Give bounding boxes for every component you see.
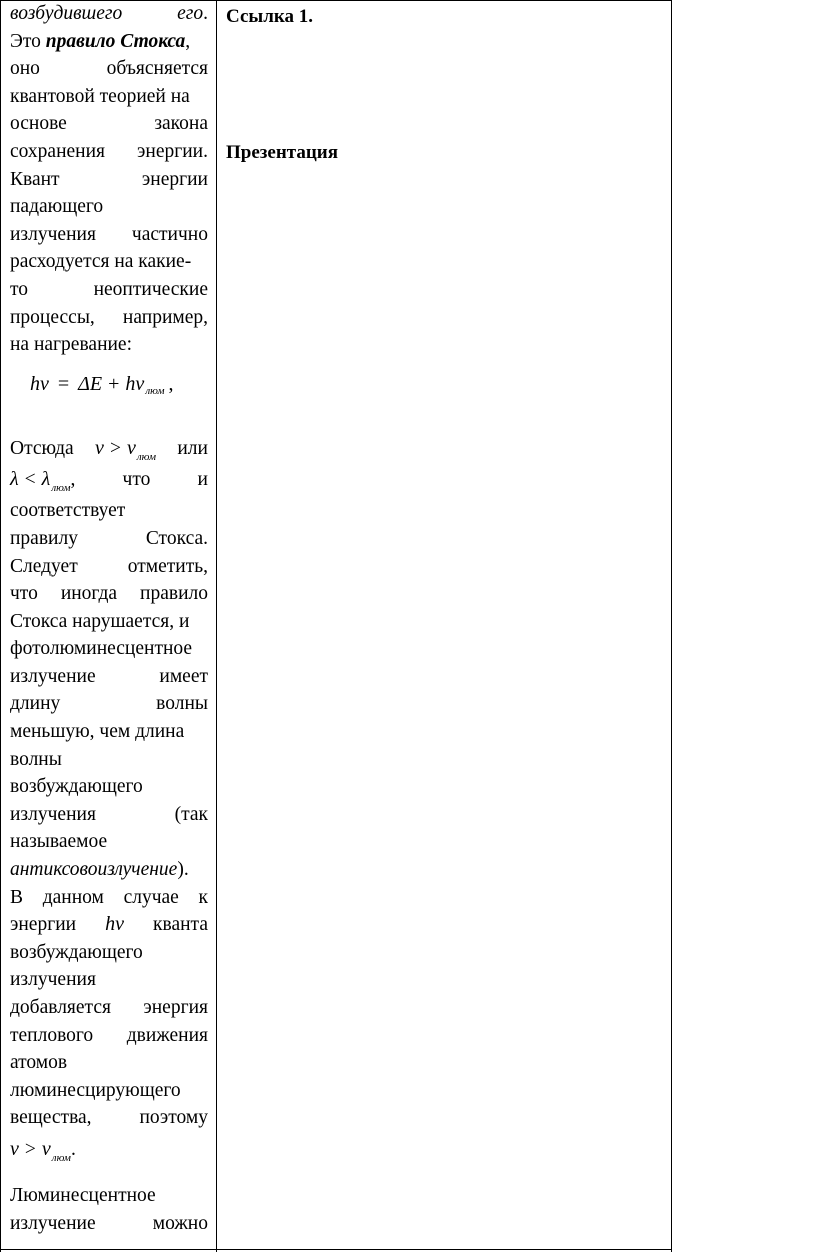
table-border-right — [671, 0, 672, 1252]
text-word: сохранения — [10, 140, 106, 162]
text-word: то — [10, 278, 29, 300]
table-divider — [216, 0, 217, 1252]
text-word: добавляется — [10, 997, 111, 1018]
text-line — [10, 690, 208, 718]
text-line — [10, 553, 208, 581]
text-line — [10, 580, 208, 608]
text-line: квантовой теорией на — [10, 85, 190, 107]
text-line: называемое — [10, 831, 108, 853]
formula-comma: , — [70, 469, 76, 491]
text-word: правило — [140, 583, 208, 605]
energy-formula — [10, 359, 208, 411]
text-word: возбудившего — [10, 3, 123, 24]
formula-lambda: λ — [10, 468, 19, 491]
inline-formula — [10, 462, 75, 497]
text-word: закона — [154, 113, 208, 135]
table-border-left — [0, 0, 1, 1252]
text-line: расходуется на какие- — [10, 251, 192, 273]
text-word: излучения — [10, 223, 96, 245]
inline-formula-hnu: hν — [105, 913, 125, 936]
text-word: или — [177, 437, 208, 459]
text-word: правилу — [10, 527, 78, 549]
text-line: на нагревание: — [10, 334, 133, 356]
text-line: меньшую, чем длина — [10, 721, 185, 743]
text-line: фотолюминесцентное — [10, 638, 193, 660]
text-punct: , — [185, 30, 191, 52]
formula-h: h — [125, 373, 136, 396]
text-word: например, — [122, 306, 208, 328]
text-line: Стокса нарушается, и — [10, 610, 190, 632]
formula-nu: ν — [41, 1137, 51, 1160]
formula-nu: ν — [10, 1137, 19, 1160]
text-word: Отсюда — [10, 437, 74, 459]
formula-period: . — [70, 1138, 76, 1160]
text-line — [10, 1132, 208, 1166]
text-line — [10, 994, 208, 1022]
text-word: отметить, — [127, 555, 208, 577]
formula-h: h — [30, 373, 40, 396]
text-word: иногда — [60, 583, 118, 605]
formula-nu: ν — [126, 436, 136, 459]
text-word: энергия — [143, 997, 208, 1018]
text-word: волны — [156, 693, 208, 715]
formula-nu: ν — [40, 373, 49, 396]
text-line: возбуждающего — [10, 941, 143, 963]
text-line — [10, 856, 208, 884]
text-line — [10, 0, 208, 28]
text-line: люминесцирующего — [10, 1079, 181, 1101]
text-word: длину — [10, 693, 61, 715]
text-line: атомов — [10, 1052, 68, 1074]
formula-comma: , — [168, 373, 174, 396]
text-word: основе — [10, 113, 67, 135]
text-line: волны — [10, 748, 62, 770]
text-line — [10, 221, 208, 249]
text-word: неоптические — [93, 278, 208, 300]
formula-plus: + — [108, 373, 120, 396]
text-line: возбуждающего — [10, 776, 143, 798]
text-word: энергии — [141, 168, 208, 190]
text-word: что — [122, 469, 151, 491]
text-line — [10, 110, 208, 138]
text-line — [10, 276, 208, 304]
text-word: и — [197, 469, 208, 491]
text-line — [10, 884, 208, 912]
text-punct: . — [203, 3, 208, 24]
formula-subscript: люм — [136, 450, 156, 463]
text-word: вещества, — [10, 1107, 92, 1129]
text-line — [10, 138, 208, 166]
text-word: его — [177, 3, 204, 24]
text-word: кванта — [153, 914, 208, 936]
text-line — [10, 462, 208, 497]
text-word: теплового — [10, 1024, 94, 1046]
inline-formula — [95, 435, 156, 463]
formula-gt: > — [24, 1138, 36, 1160]
inline-formula — [10, 1132, 76, 1169]
text-word: излучение — [10, 665, 96, 687]
formula-subscript: люм — [145, 384, 165, 397]
text-word: к — [198, 886, 208, 908]
text-line — [10, 304, 208, 332]
text-word: имеет — [159, 665, 208, 687]
text-word: поэтому — [139, 1107, 208, 1129]
text-word: (так — [174, 803, 208, 825]
text-line — [10, 1104, 208, 1132]
text-line: излучения — [10, 969, 96, 991]
text-line — [10, 525, 208, 553]
text-word: можно — [152, 1212, 208, 1234]
text-word: Это — [10, 30, 46, 52]
presentation-label[interactable]: Презентация — [226, 142, 339, 163]
text-line — [10, 911, 208, 939]
right-cell — [226, 4, 656, 166]
text-word: излучение — [10, 1212, 96, 1234]
text-line — [10, 801, 208, 829]
text-word: Квант — [10, 168, 60, 190]
link-1-label[interactable]: Ссылка 1. — [226, 6, 314, 27]
anti-stokes-term: антиксовоизлучение — [10, 859, 178, 881]
text-word: данном — [42, 886, 104, 908]
text-word: случае — [123, 886, 179, 908]
text-line — [10, 28, 208, 56]
text-punct: ). — [177, 859, 189, 881]
formula-nu: ν — [135, 373, 145, 396]
text-line — [10, 435, 208, 463]
text-line — [10, 55, 208, 83]
text-line — [10, 1210, 208, 1238]
text-word: что — [10, 583, 38, 605]
formula-nu: ν — [95, 436, 104, 459]
text-word: Стокса. — [145, 527, 208, 549]
text-word: излучения — [10, 803, 96, 825]
formula-delta-e: ΔE — [78, 373, 103, 396]
text-line — [10, 166, 208, 194]
text-word: движения — [126, 1024, 208, 1046]
formula-lt: < — [24, 469, 36, 491]
text-line: соответствует — [10, 500, 126, 522]
text-word: энергии — [10, 914, 77, 936]
text-word: оно — [10, 58, 40, 80]
formula-lambda: λ — [41, 468, 51, 491]
text-word: частично — [131, 223, 208, 245]
stokes-rule-term: правило Стокса — [45, 30, 186, 52]
text-line — [10, 1022, 208, 1050]
formula-subscript: люм — [51, 482, 71, 495]
text-word: энергии. — [137, 140, 208, 162]
text-word: объясняется — [106, 58, 208, 80]
formula-subscript: люм — [51, 1151, 71, 1164]
formula-equals: = — [57, 373, 70, 396]
text-line: Люминесцентное — [10, 1184, 156, 1206]
formula-gt: > — [109, 437, 121, 459]
text-line: падающего — [10, 196, 104, 218]
left-text-cell — [10, 0, 208, 1237]
table-border-bottom — [0, 1249, 672, 1250]
text-word: В — [10, 886, 24, 908]
text-word: Следует — [10, 555, 78, 577]
text-line — [10, 663, 208, 691]
text-word: процессы, — [10, 306, 95, 328]
spacer — [10, 411, 208, 435]
